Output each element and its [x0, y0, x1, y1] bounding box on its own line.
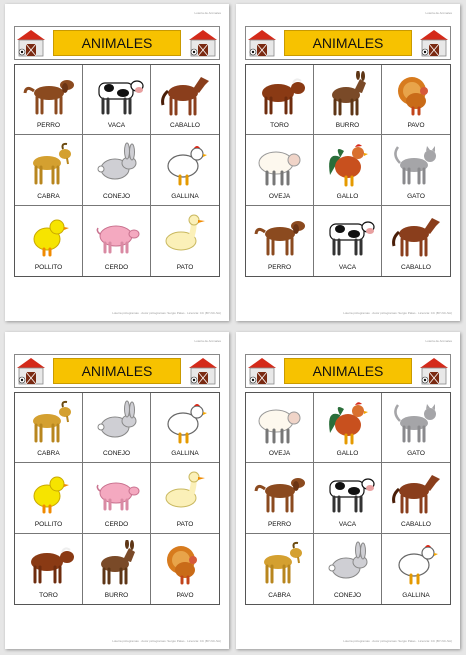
animal-label: VACA: [338, 264, 357, 271]
animal-cell: [246, 463, 314, 533]
animal-cell: [382, 65, 450, 135]
animal-label: CABRA: [37, 192, 60, 200]
hen-icon: [157, 399, 213, 445]
animal-label: OVEJA: [268, 192, 291, 200]
animal-label: GATO: [407, 450, 425, 458]
animal-grid: [14, 64, 220, 277]
rabbit-icon: [89, 399, 145, 445]
barn-icon: [188, 28, 218, 58]
rabbit-icon: [320, 540, 376, 586]
animal-label: CABALLO: [401, 520, 431, 528]
barn-icon: [419, 356, 449, 386]
credit-text: Lotería de Animales: [425, 11, 452, 15]
credit-text: Lotería de Animales: [194, 339, 221, 343]
animal-label: PERRO: [267, 264, 292, 271]
animal-cell: [15, 534, 83, 604]
animal-label: CABRA: [37, 450, 60, 458]
animal-cell: [314, 534, 382, 604]
animal-cell: [246, 534, 314, 604]
animal-cell: [382, 135, 450, 205]
animal-label: GALLINA: [402, 592, 430, 599]
animal-cell: [382, 534, 450, 604]
animal-cell: [15, 135, 83, 205]
animal-label: CABRA: [268, 592, 291, 599]
horse-icon: [388, 212, 444, 258]
goat-icon: [252, 540, 308, 586]
bingo-card-3: [5, 332, 229, 649]
animal-cell: [314, 206, 382, 276]
animal-label: GALLINA: [171, 450, 199, 458]
card-header: [245, 354, 451, 388]
animal-cell: [83, 65, 151, 135]
cow-icon: [320, 469, 376, 515]
dog-icon: [252, 469, 308, 515]
animal-label: PERRO: [267, 520, 292, 528]
horse-icon: [157, 71, 213, 117]
dog-icon: [252, 212, 308, 258]
animal-label: VACA: [338, 520, 357, 528]
animal-label: OVEJA: [268, 450, 291, 458]
bingo-card-4: [236, 332, 460, 649]
animal-cell: [15, 65, 83, 135]
cat-icon: [388, 141, 444, 187]
chick-icon: [21, 469, 77, 515]
sheep-icon: [252, 399, 308, 445]
animal-label: VACA: [107, 122, 126, 130]
animal-cell: [151, 65, 219, 135]
footer-text: Lotería pictogramas · Autor pictogramas: Sergio Palao · Licencia: CC (BY-NC-SA): [343, 639, 452, 643]
animal-cell: [151, 393, 219, 463]
animal-cell: [83, 206, 151, 276]
cat-icon: [388, 399, 444, 445]
animal-cell: [151, 463, 219, 533]
animal-grid: [245, 392, 451, 605]
animal-cell: [15, 206, 83, 276]
chick-icon: [21, 212, 77, 258]
animal-grid: [245, 64, 451, 277]
animal-cell: [246, 393, 314, 463]
animal-cell: [15, 393, 83, 463]
animal-cell: [246, 135, 314, 205]
animal-cell: [314, 463, 382, 533]
animal-cell: [151, 534, 219, 604]
animal-cell: [314, 393, 382, 463]
cow-icon: [89, 71, 145, 117]
footer-text: Lotería pictogramas · Autor pictogramas: Sergio Palao · Licencia: CC (BY-NC-SA): [112, 639, 221, 643]
turkey-icon: [157, 540, 213, 586]
animal-label: BURRO: [335, 122, 360, 130]
animal-label: GATO: [407, 192, 425, 200]
animal-cell: [382, 206, 450, 276]
animal-cell: [246, 206, 314, 276]
hen-icon: [157, 141, 213, 187]
animal-cell: [314, 135, 382, 205]
card-title: ANIMALES: [53, 358, 181, 384]
turkey-icon: [388, 71, 444, 117]
dog-icon: [21, 71, 77, 117]
animal-cell: [246, 65, 314, 135]
animal-label: PAVO: [407, 122, 425, 130]
animal-label: CABALLO: [401, 264, 431, 271]
rabbit-icon: [89, 141, 145, 187]
footer-text: Lotería pictogramas · Autor pictogramas: Sergio Palao · Licencia: CC (BY-NC-SA): [112, 311, 221, 315]
credit-text: Lotería de Animales: [425, 339, 452, 343]
animal-label: GALLO: [336, 450, 359, 458]
animal-grid: [14, 392, 220, 605]
animal-cell: [83, 534, 151, 604]
animal-cell: [83, 135, 151, 205]
animal-cell: [15, 463, 83, 533]
animal-label: CABALLO: [170, 122, 200, 130]
animal-label: BURRO: [104, 592, 129, 599]
animal-label: CERDO: [104, 264, 129, 271]
animal-cell: [382, 393, 450, 463]
animal-label: PATO: [176, 264, 194, 271]
footer-text: Lotería pictogramas · Autor pictogramas: Sergio Palao · Licencia: CC (BY-NC-SA): [343, 311, 452, 315]
card-header: [245, 26, 451, 60]
card-header: [14, 26, 220, 60]
pig-icon: [89, 469, 145, 515]
barn-icon: [188, 356, 218, 386]
duck-icon: [157, 212, 213, 258]
barn-icon: [419, 28, 449, 58]
animal-label: CERDO: [104, 520, 129, 528]
bingo-card-2: [236, 4, 460, 321]
bull-icon: [252, 71, 308, 117]
barn-icon: [16, 356, 46, 386]
horse-icon: [388, 469, 444, 515]
pig-icon: [89, 212, 145, 258]
duck-icon: [157, 469, 213, 515]
sheep-icon: [252, 141, 308, 187]
animal-cell: [314, 65, 382, 135]
card-header: [14, 354, 220, 388]
animal-label: POLLITO: [34, 520, 63, 528]
animal-label: GALLO: [336, 192, 359, 200]
card-title: ANIMALES: [284, 358, 412, 384]
barn-icon: [16, 28, 46, 58]
cow-icon: [320, 212, 376, 258]
card-title: ANIMALES: [284, 30, 412, 56]
animal-cell: [151, 135, 219, 205]
animal-label: GALLINA: [171, 192, 199, 200]
hen-icon: [388, 540, 444, 586]
animal-cell: [83, 393, 151, 463]
animal-label: POLLITO: [34, 264, 63, 271]
animal-label: PAVO: [176, 592, 194, 599]
animal-label: PERRO: [36, 122, 61, 130]
animal-label: PATO: [176, 520, 194, 528]
animal-label: CONEJO: [102, 450, 131, 458]
donkey-icon: [320, 71, 376, 117]
animal-label: CONEJO: [102, 192, 131, 200]
animal-label: CONEJO: [333, 592, 362, 599]
credit-text: Lotería de Animales: [194, 11, 221, 15]
animal-label: TORO: [270, 122, 289, 130]
rooster-icon: [320, 399, 376, 445]
animal-cell: [151, 206, 219, 276]
animal-cell: [83, 463, 151, 533]
card-title: ANIMALES: [53, 30, 181, 56]
barn-icon: [247, 28, 277, 58]
donkey-icon: [89, 540, 145, 586]
rooster-icon: [320, 141, 376, 187]
goat-icon: [21, 141, 77, 187]
bingo-card-1: [5, 4, 229, 321]
animal-cell: [382, 463, 450, 533]
bull-icon: [21, 540, 77, 586]
animal-label: TORO: [39, 592, 58, 599]
barn-icon: [247, 356, 277, 386]
goat-icon: [21, 399, 77, 445]
